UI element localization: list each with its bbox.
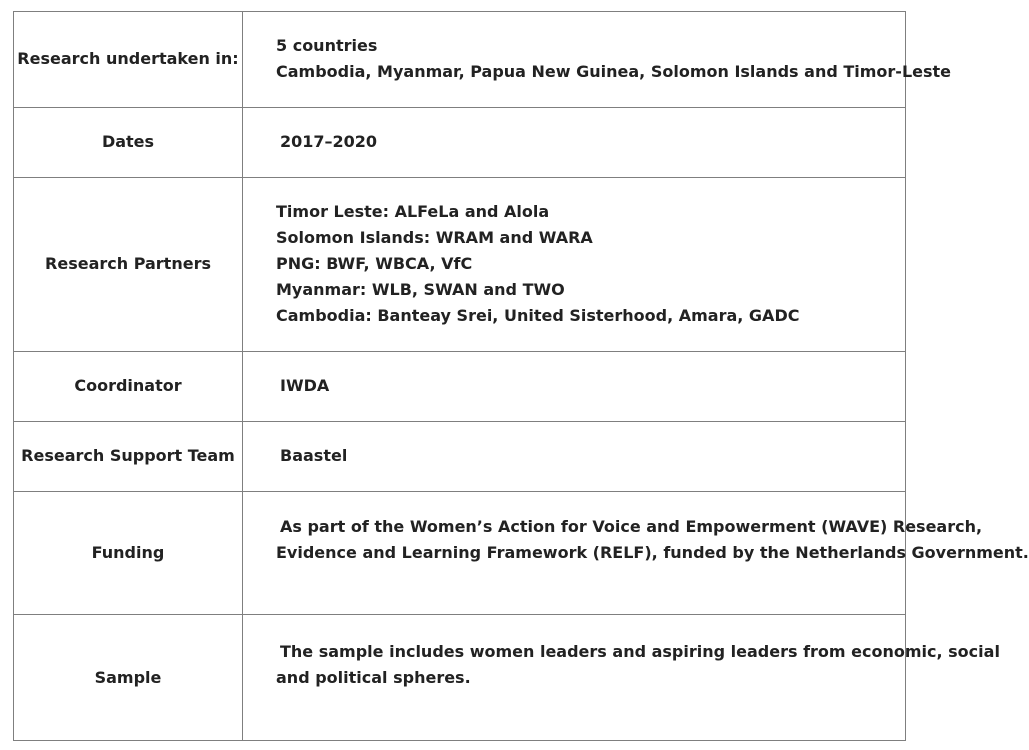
- value-line: As part of the Women’s Action for Voice and Empowerment (WAVE) Research,: [280, 517, 983, 536]
- value-line: Solomon Islands: WRAM and WARA: [276, 228, 593, 247]
- value-line: Cambodia, Myanmar, Papua New Guinea, Solomon Islands and Timor-Leste: [276, 62, 952, 81]
- row-divider: [13, 614, 906, 615]
- table-row-value: [276, 639, 1000, 691]
- row-divider: [13, 177, 906, 178]
- table-row-value: [276, 199, 799, 329]
- value-line: 5 countries: [276, 36, 378, 55]
- table-row-value: [276, 514, 1029, 566]
- table-row-label: Funding: [91, 543, 165, 562]
- value-line: The sample includes women leaders and aspiring leaders from economic, social: [280, 642, 1000, 661]
- table-row-label: Research Support Team: [21, 446, 235, 465]
- row-divider: [13, 107, 906, 108]
- value-line: Baastel: [280, 446, 348, 465]
- value-line: Cambodia: Banteay Srei, United Sisterhood, Amara, GADC: [276, 306, 800, 325]
- row-divider: [13, 491, 906, 492]
- table-border-top: [13, 11, 906, 12]
- table-row-label: Sample: [94, 668, 162, 687]
- table-border-right: [905, 11, 906, 741]
- table-row-label: Coordinator: [74, 376, 182, 395]
- table-row-value: [276, 33, 951, 85]
- value-line: Evidence and Learning Framework (RELF), funded by the Netherlands Government.: [276, 543, 1029, 562]
- table-row-label: Research undertaken in:: [17, 49, 239, 68]
- row-divider: [13, 351, 906, 352]
- value-line: 2017–2020: [280, 132, 378, 151]
- value-line: PNG: BWF, WBCA, VfC: [276, 254, 473, 273]
- column-divider: [242, 11, 243, 741]
- value-line: IWDA: [280, 376, 330, 395]
- table-row-label: Dates: [101, 132, 155, 151]
- value-line: Myanmar: WLB, SWAN and TWO: [276, 280, 565, 299]
- value-line: and political spheres.: [276, 668, 471, 687]
- row-divider: [13, 421, 906, 422]
- table-row-value: [280, 129, 377, 155]
- table-border-bottom: [13, 740, 906, 741]
- table-row-label: Research Partners: [45, 254, 211, 273]
- table-row-value: [280, 443, 347, 469]
- table-row-value: [280, 373, 329, 399]
- value-line: Timor Leste: ALFeLa and Alola: [276, 202, 550, 221]
